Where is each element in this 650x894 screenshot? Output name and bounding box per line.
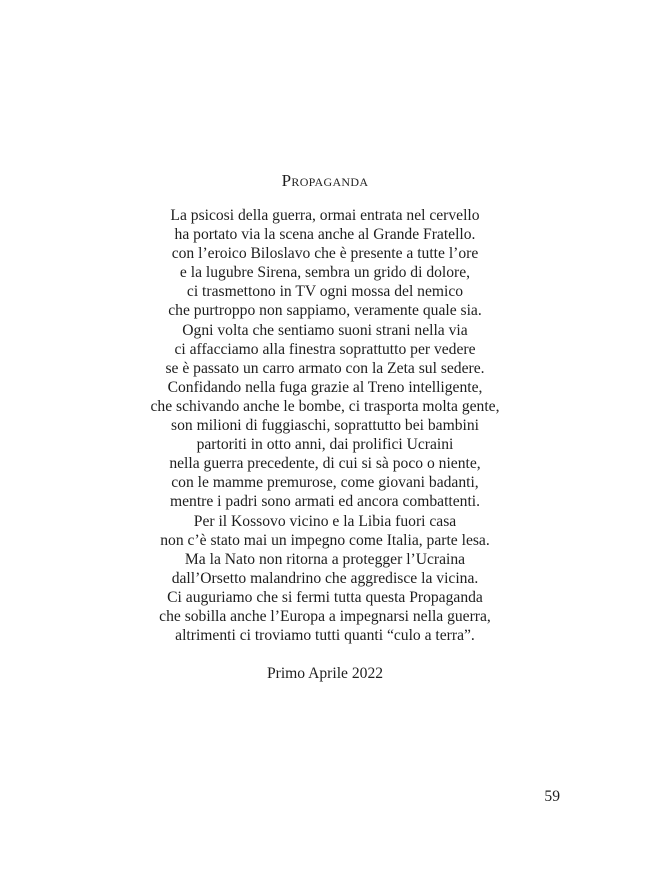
poem-line: ci affacciamo alla finestra soprattutto per vedere [174,340,476,358]
poem-line: che purtroppo non sappiamo, veramente quale sia. [168,302,482,320]
poem-date: Primo Aprile 2022 [266,665,384,682]
poem-line: mentre i padri sono armati ed ancora combattenti. [169,493,481,511]
poem-line: altrimenti ci troviamo tutti quanti “culo a terra”. [175,627,475,645]
poem-body [0,206,650,645]
poem-line: se è passato un carro armato con la Zeta sul sedere. [165,359,485,377]
poem-line: ci trasmettono in TV ogni mossa del nemico [186,283,464,301]
poem-line: e la lugubre Sirena, sembra un grido di dolore, [179,264,471,282]
poem-line: Ma la Nato non ritorna a protegger l’Ucraina [184,550,466,568]
poem-line: son milioni di fuggiaschi, soprattutto bei bambini [171,417,479,435]
poem-line: con le mamme premurose, come giovani badanti, [171,474,479,492]
poem-line: Confidando nella fuga grazie al Treno intelligente, [167,378,483,396]
poem-line: Per il Kossovo vicino e la Libia fuori casa [193,512,457,530]
poem-line: Ci auguriamo che si fermi tutta questa Propaganda [167,588,483,606]
poem-line: partoriti in otto anni, dai prolifici Ucraini [196,436,454,454]
poem-line: con l’eroico Biloslavo che è presente a tutte l’ore [171,245,479,263]
poem-line: ha portato via la scena anche al Grande Fratello. [174,226,476,244]
poem-line: non c’è stato mai un impegno come Italia, parte lesa. [160,531,490,549]
page-number: 59 [544,788,560,805]
poem-line: Ogni volta che sentiamo suoni strani nella via [182,321,468,339]
poem-line: nella guerra precedente, di cui si sà poco o niente, [169,455,481,473]
poem-line: che sobilla anche l’Europa a impegnarsi nella guerra, [159,607,491,625]
poem-title: Propaganda [281,171,369,190]
poem-line: che schivando anche le bombe, ci trasporta molta gente, [150,397,500,415]
poem-line: dall’Orsetto malandrino che aggredisce la vicina. [171,569,479,587]
poem-line: La psicosi della guerra, ormai entrata nel cervello [170,207,480,224]
